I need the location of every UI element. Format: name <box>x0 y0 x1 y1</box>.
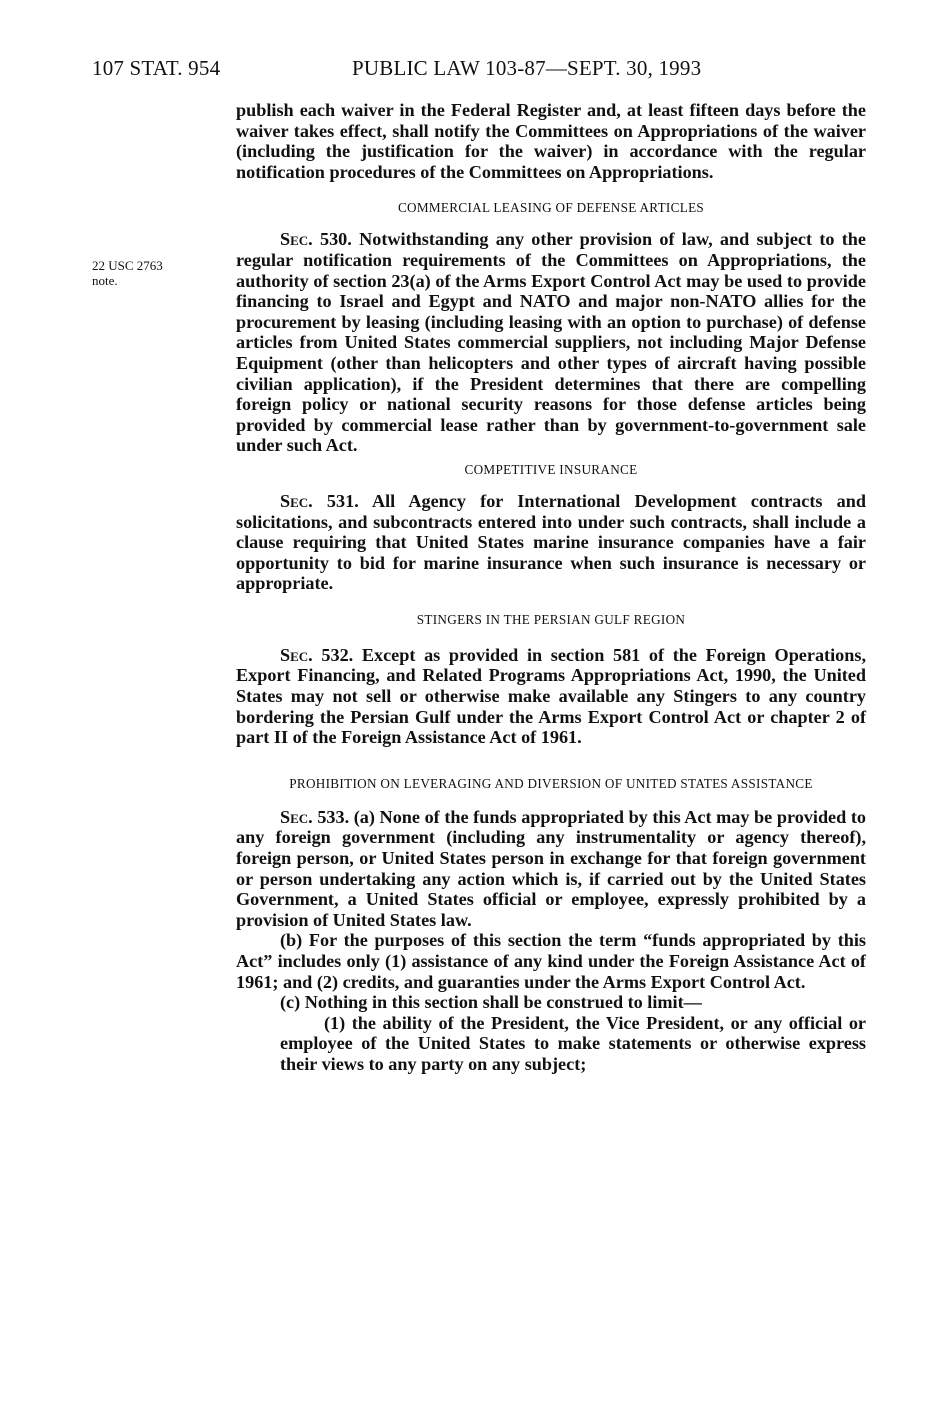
section-533b-paragraph: (b) For the purposes of this section the term “funds appropriated by this Act” includes only (1) assistance of any kind under the Foreign Assistance Act of 1961; and (2) credits, and guaranties under the Arms Export Control Act. <box>236 930 866 992</box>
margin-citation-note <box>92 258 212 288</box>
section-532-text: Except as provided in section 581 of the Foreign Operations, Export Financing, and Related Programs Appropriations Act, 1990, the United States may not sell or otherwise make available any Stingers to any country bordering the Persian Gulf under the Arms Export Control Act or chapter 2 of part II of the Foreign Assistance Act of 1961. <box>236 644 866 748</box>
stat-page-number: 107 STAT. 954 <box>92 56 221 80</box>
intro-paragraph: publish each waiver in the Federal Register and, at least fifteen days before the waiver takes effect, shall notify the Committees on Appropriations of the waiver (including the justification for the waiver) in accordance with the regular notification procedures of the Committees on Appropriations. <box>236 100 866 182</box>
section-532-paragraph <box>236 645 866 748</box>
section-532-label: Sec. 532. <box>280 644 354 665</box>
section-heading-533: PROHIBITION ON LEVERAGING AND DIVERSION OF UNITED STATES ASSISTANCE <box>289 775 813 791</box>
section-heading-530: COMMERCIAL LEASING OF DEFENSE ARTICLES <box>397 200 705 216</box>
section-530-label: Sec. 530. <box>280 229 352 250</box>
section-530-paragraph <box>236 229 866 456</box>
margin-citation-suffix: note. <box>92 273 118 288</box>
section-533-label: Sec. 533. <box>280 806 350 827</box>
section-533c1-paragraph: (1) the ability of the President, the Vice President, or any official or employee of the United States to make statements or otherwise express their views to any party on any subject; <box>280 1012 866 1074</box>
section-530-text: Notwithstanding any other provision of law, and subject to the regular notification requirements of the Committees on Appropriations, the authority of section 23(a) of the Arms Export Control Act may be used to provide financing to Israel and Egypt and NATO and major non-NATO allies for the procurement by leasing (including leasing with an option to purchase) of defense articles from United States commercial suppliers, not including Major Defense Equipment (other than helicopters and other types of aircraft having possible civilian application), if the President determines that there are compelling foreign policy or national security reasons for those defense articles being provided by commercial lease rather than by government-to-government sale under such Act. <box>236 229 866 456</box>
section-533a-paragraph <box>236 807 866 931</box>
law-title-date: PUBLIC LAW 103-87—SEPT. 30, 1993 <box>352 56 702 80</box>
section-531-paragraph <box>236 491 866 594</box>
margin-citation: 22 USC 2763 <box>92 258 163 273</box>
section-heading-532: STINGERS IN THE PERSIAN GULF REGION <box>416 611 686 627</box>
document-body <box>236 100 866 1075</box>
section-531-label: Sec. 531. <box>280 490 359 511</box>
section-531-text: All Agency for International Development contracts and solicitations, and subcontracts entered into under such contracts, shall include a clause requiring that United States marine insurance companies have a fair opportunity to bid for marine insurance when such insurance is necessary or appropriate. <box>236 490 866 594</box>
section-heading-531: COMPETITIVE INSURANCE <box>464 461 638 477</box>
section-533c-paragraph: (c) Nothing in this section shall be construed to limit— <box>280 992 702 1013</box>
section-533a-text: (a) None of the funds appropriated by this Act may be provided to any foreign government (including any instrumentality or agency thereof), foreign person, or United States person in exchange for that foreign government or person undertaking any action which is, if carried out by the United States Government, a United States official or employee, expressly prohibited by a provision of United States law. <box>236 806 866 930</box>
